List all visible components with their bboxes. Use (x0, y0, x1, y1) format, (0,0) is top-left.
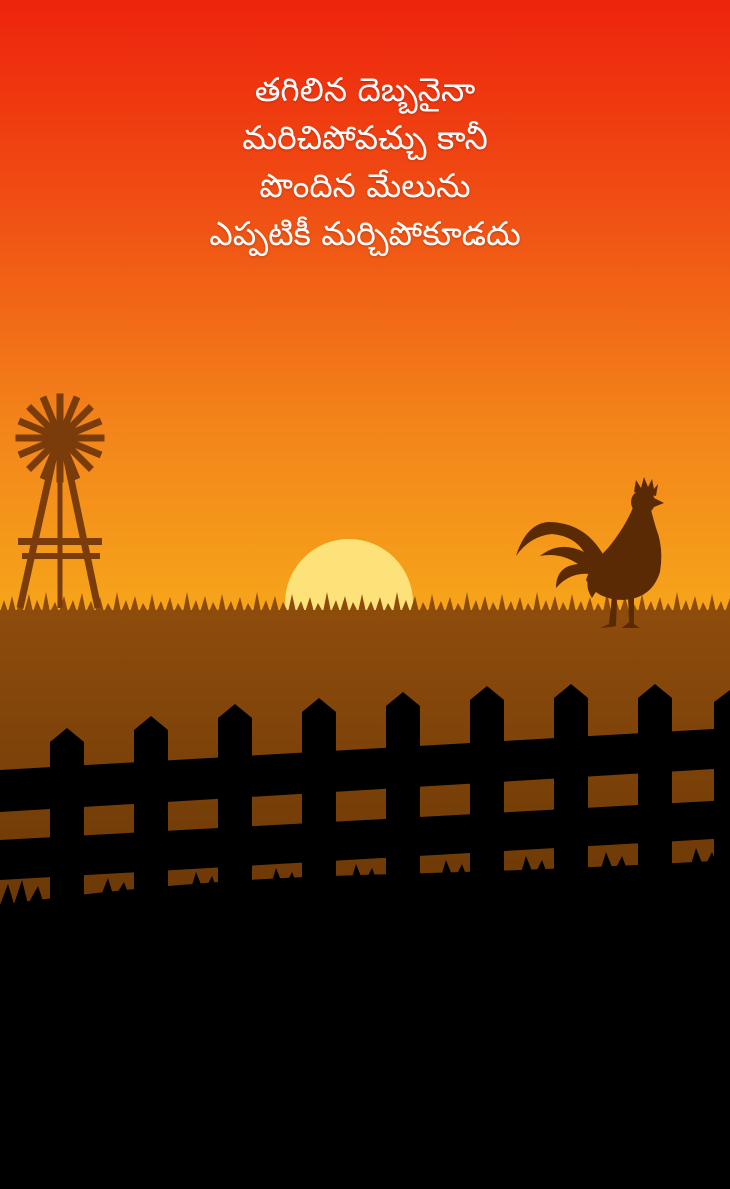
quote-line-1: తగిలిన దెబ్బనైనా (254, 70, 476, 109)
quote-line-2: మరిచిపోవచ్చు కానీ (242, 118, 488, 157)
quote-line-4: ఎప్పటికీ మర్చిపోకూడదు (209, 214, 521, 253)
quote-line-3: పొందిన మేలును (259, 166, 471, 205)
telugu-quote (0, 66, 730, 258)
